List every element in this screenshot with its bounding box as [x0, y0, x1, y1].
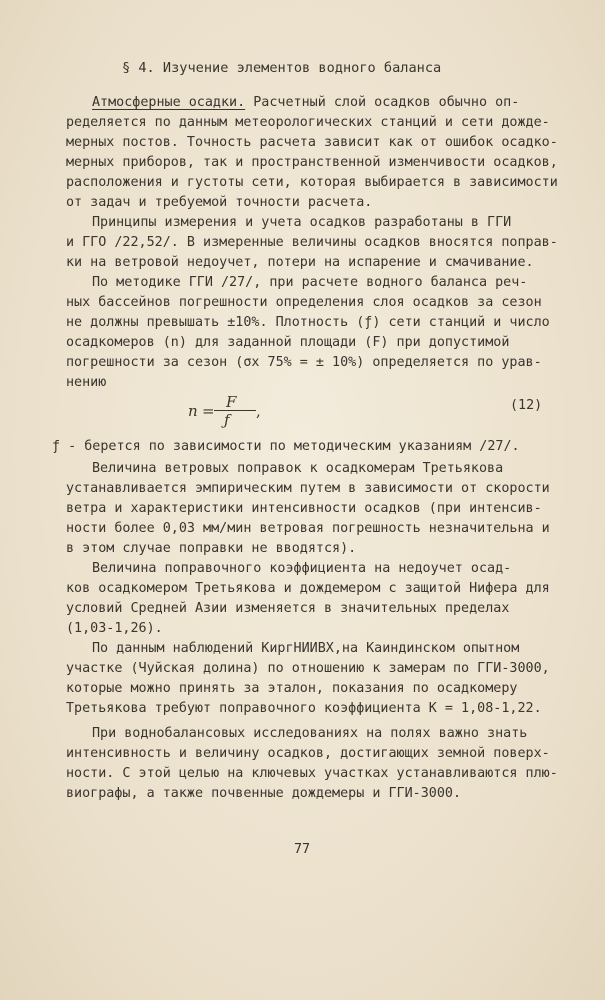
fraction-bar: [214, 410, 256, 411]
page-number: 77: [294, 842, 311, 857]
paragraph-line: мерных постов. Точность расчета зависит как от ошибок осадко-: [66, 135, 558, 150]
paragraph-line: ности более 0,03 мм/мин ветровая погрешность незначительна и: [66, 521, 550, 536]
paragraph-line: ки на ветровой недоучет, потери на испарение и смачивание.: [66, 255, 534, 270]
paragraph-line: ределяется по данным метеорологических станций и сети дожде-: [66, 115, 550, 130]
paragraph-line: ветра и характеристики интенсивности осадков (при интенсив-: [66, 501, 542, 516]
paragraph-line: участке (Чуйская долина) по отношению к замерам по ГГИ-3000,: [66, 661, 550, 676]
paragraph-text: Расчетный слой осадков обычно оп-: [245, 95, 520, 110]
paragraph-line: от задач и требуемой точности расчета.: [66, 195, 373, 210]
paragraph-line: расположения и густоты сети, которая выбирается в зависимости: [66, 175, 558, 190]
paragraph-line: Принципы измерения и учета осадков разработаны в ГГИ: [92, 215, 512, 230]
paragraph-line: осадкомеров (n) для заданной площади (F) при допустимой: [66, 335, 510, 350]
paragraph-line: ков осадкомером Третьякова и дождемером с защитой Нифера для: [66, 581, 550, 596]
paragraph-line: ности. С этой целью на ключевых участках устанавливаются плю-: [66, 766, 558, 781]
formula-comma: ,: [256, 402, 261, 420]
paragraph-line: нению: [66, 375, 107, 390]
formula-lhs: n: [188, 402, 198, 420]
paragraph-line: При воднобалансовых исследованиях на полях важно знать: [92, 726, 528, 741]
paragraph-line: которые можно принять за эталон, показания по осадкомеру: [66, 681, 518, 696]
paragraph-line: погрешности за сезон (σx 75% = ± 10%) определяется по урав-: [66, 355, 542, 370]
paragraph-line: условий Средней Азии изменяется в значительных пределах: [66, 601, 510, 616]
paragraph-line: ных бассейнов погрешности определения слоя осадков за сезон: [66, 295, 542, 310]
paragraph-line: По данным наблюдений КиргНИИВХ,на Каиндинском опытном: [92, 641, 520, 656]
formula-equals: =: [202, 402, 215, 420]
paragraph-line: ƒ - берется по зависимости по методическим указаниям /27/.: [52, 439, 520, 454]
paragraph-line: интенсивность и величину осадков, достигающих земной поверх-: [66, 746, 550, 761]
paragraph-line: Величина поправочного коэффициента на недоучет осад-: [92, 561, 512, 576]
section-heading: § 4. Изучение элементов водного баланса: [122, 60, 442, 76]
formula-numerator: F: [226, 393, 237, 411]
formula-denominator: ƒ: [224, 411, 230, 429]
paragraph-line: Величина ветровых поправок к осадкомерам Третьякова: [92, 461, 504, 476]
paragraph-line: [92, 93, 519, 113]
paragraph-line: (1,03-1,26).: [66, 621, 163, 636]
paragraph-line: По методике ГГИ /27/, при расчете водного баланса реч-: [92, 275, 528, 290]
paragraph-line: мерных приборов, так и пространственной изменчивости осадков,: [66, 155, 558, 170]
paragraph-line: не должны превышать ±10%. Плотность (ƒ) сети станций и число: [66, 315, 550, 330]
paragraph-line: виографы, а также почвенные дождемеры и ГГИ-3000.: [66, 786, 462, 801]
paragraph-line: в этом случае поправки не вводятся).: [66, 541, 357, 556]
paragraph-line: устанавливается эмпирическим путем в зависимости от скорости: [66, 481, 550, 496]
formula-12: [188, 393, 298, 429]
paragraph-line: и ГГО /22,52/. В измеренные величины осадков вносятся поправ-: [66, 235, 558, 250]
paragraph-line: Третьякова требуют поправочного коэффициента K = 1,08-1,22.: [66, 701, 542, 716]
paragraph-lead-term: Атмосферные осадки.: [92, 95, 246, 110]
equation-number: (12): [510, 398, 543, 413]
